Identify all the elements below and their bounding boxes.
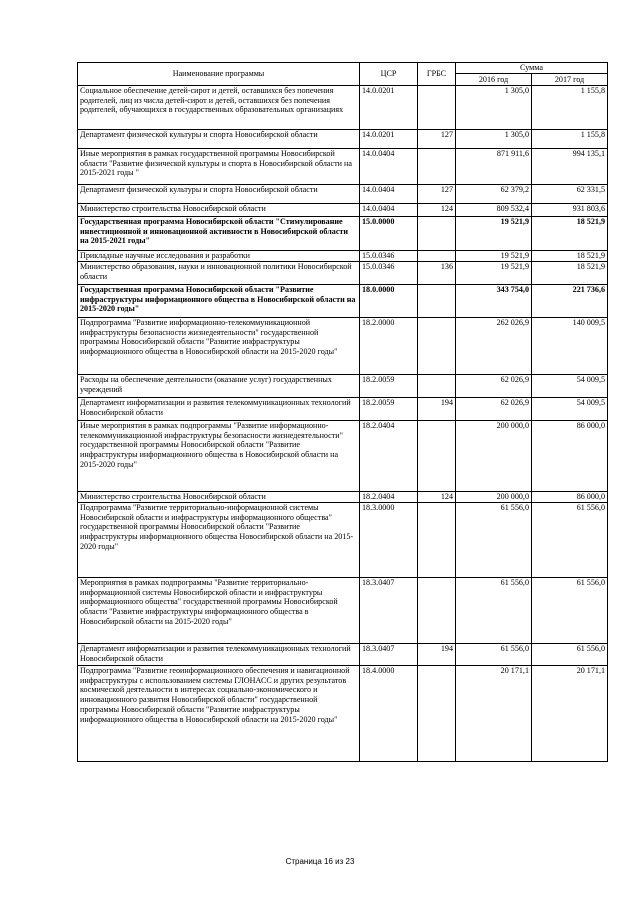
- table-row: [78, 185, 608, 204]
- row-name: Департамент информатизации и развития телекоммуникационных технологий Новосибирской области: [78, 398, 360, 421]
- row-grbs: [418, 251, 456, 262]
- row-sum-2016: 1 305,0: [456, 86, 532, 130]
- row-name: Расходы на обеспечение деятельности (оказание услуг) государственных учреждений: [78, 375, 360, 398]
- header-csr: ЦСР: [360, 63, 418, 86]
- row-csr: 18.2.0000: [360, 318, 418, 375]
- budget-table: [77, 62, 608, 762]
- row-sum-2016: 1 305,0: [456, 130, 532, 149]
- row-grbs: [418, 503, 456, 578]
- row-name: Подпрограмма "Развитие геоинформационного обеспечения и навигационной инфраструктуры с использованием системы ГЛОНАСС и других результатов космической деятельности в интересах социально-экономического и инновационного развития Новосибирской области" государственной программы Новосибирской области "Развитие инфраструктуры информационного общества в Новосибирской области на 2015-2020 годы": [78, 666, 360, 762]
- row-csr: 15.0.0000: [360, 217, 418, 251]
- row-csr: 18.2.0404: [360, 421, 418, 492]
- row-name: Подпрограмма "Развитие информационно-телекоммуникационной инфраструктуры безопасности жизнедеятельности" государственной программы Новосибирской области "Развитие инфраструктуры информационного общества в Новосибирской области на 2015-2020 годы": [78, 318, 360, 375]
- row-name: Министерство строительства Новосибирской области: [78, 492, 360, 503]
- header-year-2017: 2017 год: [532, 74, 608, 86]
- header-grbs: ГРБС: [418, 63, 456, 86]
- row-name: Департамент физической культуры и спорта Новосибирской области: [78, 185, 360, 204]
- page-number: Страница 16 из 23: [285, 857, 355, 866]
- table-row: [78, 318, 608, 375]
- row-sum-2017: 62 331,5: [532, 185, 608, 204]
- row-csr: 14.0.0201: [360, 86, 418, 130]
- row-grbs: [418, 149, 456, 185]
- row-csr: 18.0.0000: [360, 285, 418, 318]
- row-sum-2017: 61 556,0: [532, 644, 608, 666]
- row-csr: 15.0.0346: [360, 251, 418, 262]
- row-csr: 15.0.0346: [360, 262, 418, 285]
- row-grbs: 124: [418, 204, 456, 217]
- row-sum-2017: 86 000,0: [532, 492, 608, 503]
- row-grbs: [418, 578, 456, 644]
- row-sum-2017: 20 171,1: [532, 666, 608, 762]
- row-sum-2016: 809 532,4: [456, 204, 532, 217]
- table-row: [78, 398, 608, 421]
- row-csr: 18.2.0059: [360, 398, 418, 421]
- table-row: [78, 578, 608, 644]
- row-csr: 18.2.0059: [360, 375, 418, 398]
- header-program-name: Наименование программы: [78, 63, 360, 86]
- table-row: [78, 86, 608, 130]
- row-grbs: 124: [418, 492, 456, 503]
- row-sum-2017: 18 521,9: [532, 251, 608, 262]
- row-sum-2017: 994 135,1: [532, 149, 608, 185]
- row-grbs: 194: [418, 644, 456, 666]
- row-csr: 14.0.0404: [360, 204, 418, 217]
- header-sum: Сумма: [456, 63, 608, 74]
- row-csr: 14.0.0201: [360, 130, 418, 149]
- row-sum-2017: 86 000,0: [532, 421, 608, 492]
- row-sum-2016: 20 171,1: [456, 666, 532, 762]
- row-grbs: 127: [418, 185, 456, 204]
- row-name: Государственная программа Новосибирской области "Стимулирование инвестиционной и инновационной активности в Новосибирской области на 2015-2021 годы": [78, 217, 360, 251]
- row-grbs: [418, 318, 456, 375]
- row-csr: 18.3.0000: [360, 503, 418, 578]
- row-name: Подпрограмма "Развитие территориально-информационной системы Новосибирской области и инфраструктуры информационного общества" государственной программы Новосибирской области "Развитие инфраструктуры информационного общества Новосибирской области на 2015-2020 годы": [78, 503, 360, 578]
- row-grbs: [418, 375, 456, 398]
- row-sum-2016: 871 911,6: [456, 149, 532, 185]
- row-sum-2016: 19 521,9: [456, 217, 532, 251]
- row-name: Прикладные научные исследования и разработки: [78, 251, 360, 262]
- header-year-2016: 2016 год: [456, 74, 532, 86]
- row-grbs: 136: [418, 262, 456, 285]
- row-name: Социальное обеспечение детей-сирот и детей, оставшихся без попечения родителей, лиц из числа детей-сирот и детей, оставшихся без попечения родителей, обучающихся в государственных образовательных организациях: [78, 86, 360, 130]
- row-sum-2017: 1 155,8: [532, 86, 608, 130]
- row-sum-2016: 343 754,0: [456, 285, 532, 318]
- row-sum-2017: 221 736,6: [532, 285, 608, 318]
- row-name: Государственная программа Новосибирской области "Развитие инфраструктуры информационного общества в Новосибирской области на 2015-2020 годы": [78, 285, 360, 318]
- row-grbs: [418, 217, 456, 251]
- row-sum-2016: 62 026,9: [456, 398, 532, 421]
- row-name: Иные мероприятия в рамках государственной программы Новосибирской области "Развитие физической культуры и спорта в Новосибирской области на 2015-2021 годы ": [78, 149, 360, 185]
- row-name: Министерство образования, науки и инновационной политики Новосибирской области: [78, 262, 360, 285]
- row-sum-2017: 61 556,0: [532, 578, 608, 644]
- row-sum-2016: 62 026,9: [456, 375, 532, 398]
- row-sum-2017: 54 009,5: [532, 398, 608, 421]
- row-name: Департамент физической культуры и спорта Новосибирской области: [78, 130, 360, 149]
- row-grbs: [418, 666, 456, 762]
- table-row: [78, 666, 608, 762]
- table-row: [78, 492, 608, 503]
- row-sum-2017: 18 521,9: [532, 217, 608, 251]
- table-row: [78, 285, 608, 318]
- row-csr: 18.3.0407: [360, 644, 418, 666]
- row-grbs: 127: [418, 130, 456, 149]
- row-csr: 14.0.0404: [360, 149, 418, 185]
- row-sum-2016: 61 556,0: [456, 503, 532, 578]
- row-sum-2017: 54 009,5: [532, 375, 608, 398]
- row-sum-2016: 62 379,2: [456, 185, 532, 204]
- row-csr: 18.4.0000: [360, 666, 418, 762]
- row-sum-2016: 19 521,9: [456, 251, 532, 262]
- table-row: [78, 375, 608, 398]
- row-name: Мероприятия в рамках подпрограммы "Развитие территориально-информационной системы Новосибирской области и инфраструктуры информационного общества" государственной программы Новосибирской области "Развитие инфраструктуры информационного общества в Новосибирской области на 2015-2020 годы": [78, 578, 360, 644]
- row-csr: 18.2.0404: [360, 492, 418, 503]
- row-sum-2016: 200 000,0: [456, 421, 532, 492]
- table-row: [78, 130, 608, 149]
- row-grbs: 194: [418, 398, 456, 421]
- row-sum-2016: 200 000,0: [456, 492, 532, 503]
- table-row: [78, 262, 608, 285]
- table-row: [78, 503, 608, 578]
- row-name: Министерство строительства Новосибирской области: [78, 204, 360, 217]
- table-row: [78, 217, 608, 251]
- row-name: Департамент информатизации и развития телекоммуникационных технологий Новосибирской области: [78, 644, 360, 666]
- row-sum-2016: 19 521,9: [456, 262, 532, 285]
- row-sum-2016: 61 556,0: [456, 578, 532, 644]
- row-grbs: [418, 285, 456, 318]
- table-row: [78, 149, 608, 185]
- row-sum-2017: 61 556,0: [532, 503, 608, 578]
- row-sum-2017: 140 009,5: [532, 318, 608, 375]
- row-sum-2016: 61 556,0: [456, 644, 532, 666]
- table-body: [78, 86, 608, 762]
- row-csr: 18.3.0407: [360, 578, 418, 644]
- row-csr: 14.0.0404: [360, 185, 418, 204]
- row-sum-2017: 1 155,8: [532, 130, 608, 149]
- table-row: [78, 251, 608, 262]
- row-sum-2016: 262 026,9: [456, 318, 532, 375]
- table-row: [78, 204, 608, 217]
- row-sum-2017: 931 803,6: [532, 204, 608, 217]
- row-name: Иные мероприятия в рамках подпрограммы "Развитие информационно-телекоммуникационной инфраструктуры безопасности жизнедеятельности" государственной программы Новосибирской области "Развитие инфраструктуры информационного общества в Новосибирской области на 2015-2020 годы": [78, 421, 360, 492]
- table-row: [78, 644, 608, 666]
- row-grbs: [418, 421, 456, 492]
- row-sum-2017: 18 521,9: [532, 262, 608, 285]
- table-row: [78, 421, 608, 492]
- row-grbs: [418, 86, 456, 130]
